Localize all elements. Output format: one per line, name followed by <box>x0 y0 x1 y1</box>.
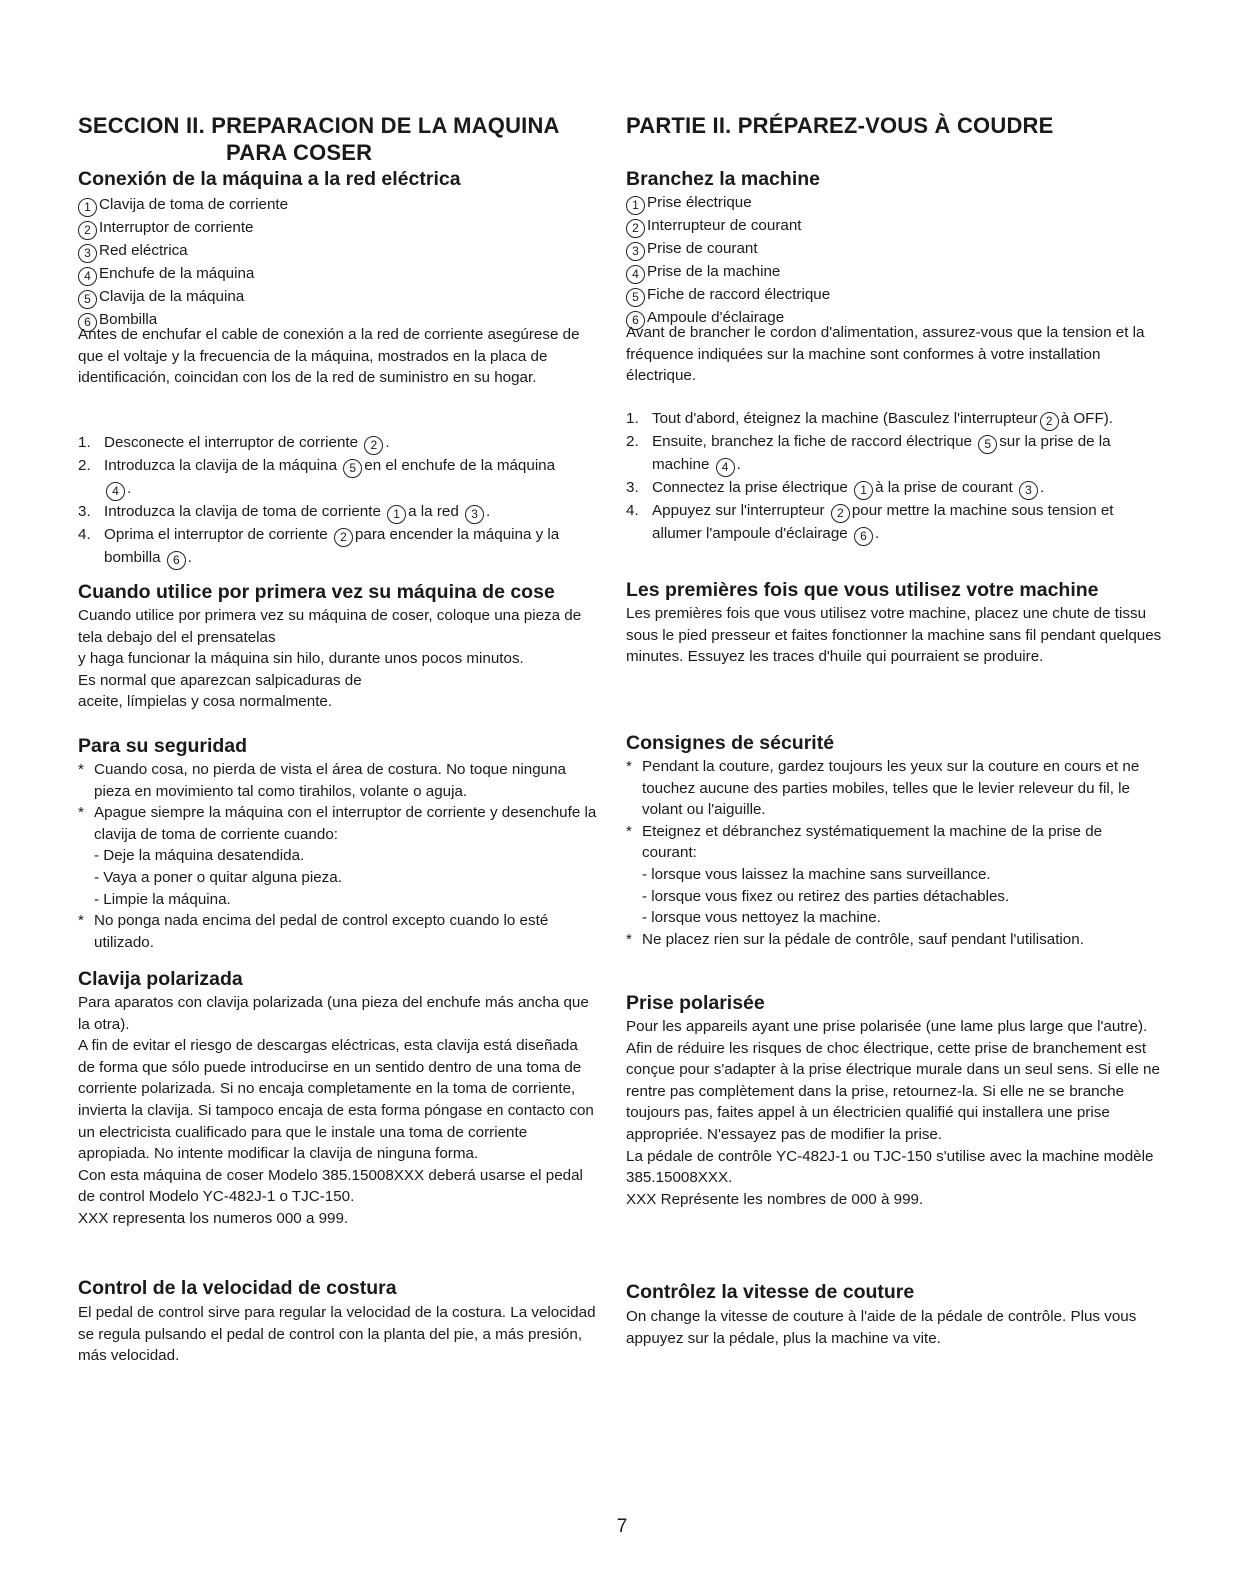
polarizada-text: Para aparatos con clavija polarizada (una pieza del enchufe más ancha que la otra). A fin de evitar el riesgo de descargas eléctricas, esta clavija está diseñada de forma que sólo puede introducirse en un sentido dentro de una toma de corriente polarizada. Si no encaja completamente en la toma de corriente, invierta la clavija. Si tampoco encaja de esta forma póngase en contacto con un electricista cualificado para que le instale una toma de corriente apropiada. No intente modificar la clavija de ninguna forma. Con esta máquina de coser Modelo 385.15008XXX deberá usarse el pedal de control Modelo YC-482J-1 o TJC-150. XXX representa los numeros 000 a 999. <box>78 994 594 1227</box>
list-item: 4. Oprima el interruptor de corriente 2 para encender la máquina y la bombilla 6 . <box>78 524 568 570</box>
circled-number-icon: 2 <box>334 528 353 547</box>
list-item: 1 Prise électrique <box>626 192 1186 215</box>
heading-branchez: Branchez la machine <box>626 168 820 190</box>
list-item: 3 Red eléctrica <box>78 240 598 263</box>
list-item: * Ne placez rien sur la pédale de contrôle, sauf pendant l'utilisation. <box>626 930 1084 948</box>
heading-securite: Consignes de sécurité <box>626 732 835 754</box>
list-item: * No ponga nada encima del pedal de control excepto cuando lo esté utilizado. <box>78 912 549 951</box>
circled-number-icon: 2 <box>1040 412 1059 431</box>
list-item: 6 Bombilla <box>78 309 598 332</box>
circled-number-icon: 2 <box>626 219 645 238</box>
list-item: 3. Connectez la prise électrique 1 à la prise de courant 3 . <box>626 477 1161 500</box>
list-item: * Apague siempre la máquina con el interruptor de corriente y desenchufe la clavija de toma de corriente cuando: - Deje la máquina desatendida. - Vaya a poner o quitar alguna pieza. - Limpie la máquina. <box>78 804 597 908</box>
parts-list-es <box>78 194 598 332</box>
circled-number-icon: 3 <box>1019 481 1038 500</box>
list-item: 4. Appuyez sur l'interrupteur 2 pour mettre la machine sous tension et allumer l'ampoule d'éclairage 6 . <box>626 500 1161 546</box>
circled-number-icon: 5 <box>978 435 997 454</box>
circled-number-icon: 6 <box>78 313 97 332</box>
velocidad-text: El pedal de control sirve para regular la velocidad de la costura. La velocidad se regula pulsando el pedal de control con la planta del pie, a más presión, más velocidad. <box>78 1304 596 1365</box>
heading-primera-vez: Cuando utilice por primera vez su máquina de cose <box>78 581 555 603</box>
list-item: 2. Ensuite, branchez la fiche de raccord électrique 5 sur la prise de la machine 4 . <box>626 431 1161 477</box>
circled-number-icon: 1 <box>854 481 873 500</box>
circled-number-icon: 3 <box>626 242 645 261</box>
parts-list-fr <box>626 192 1186 330</box>
heading-polarisee: Prise polarisée <box>626 992 765 1014</box>
list-item: 1 Clavija de toma de corriente <box>78 194 598 217</box>
circled-number-icon: 3 <box>465 505 484 524</box>
circled-number-icon: 1 <box>626 196 645 215</box>
section-title-fr: PARTIE II. PRÉPAREZ-VOUS À COUDRE <box>626 113 1054 138</box>
list-item: 6 Ampoule d'éclairage <box>626 307 1186 330</box>
list-item: 5 Fiche de raccord électrique <box>626 284 1186 307</box>
circled-number-icon: 4 <box>626 265 645 284</box>
list-item: 3 Prise de courant <box>626 238 1186 261</box>
circled-number-icon: 4 <box>78 267 97 286</box>
circled-number-icon: 5 <box>626 288 645 307</box>
list-item: 3. Introduzca la clavija de toma de corriente 1 a la red 3 . <box>78 501 568 524</box>
vitesse-text: On change la vitesse de couture à l'aide de la pédale de contrôle. Plus vous appuyez sur la pédale, plus la machine va vite. <box>626 1308 1137 1347</box>
section-title-es-line1: SECCION II. PREPARACION DE LA MAQUINA <box>78 113 560 138</box>
circled-number-icon: 5 <box>343 459 362 478</box>
list-item: 1. Tout d'abord, éteignez la machine (Basculez l'interrupteur 2 à OFF). <box>626 408 1161 431</box>
circled-number-icon: 4 <box>716 458 735 477</box>
circled-number-icon: 6 <box>626 311 645 330</box>
circled-number-icon: 2 <box>831 504 850 523</box>
list-item: * Pendant la couture, gardez toujours les yeux sur la couture en cours et ne touchez aucune des parties mobiles, telles que le levier releveur du fil, le volant ou l'aiguille. <box>626 758 1140 819</box>
intro-paragraph-fr: Avant de brancher le cordon d'alimentation, assurez-vous que la tension et la fréquence indiquées sur la machine sont conformes à votre installation électrique. <box>626 324 1145 385</box>
list-item: 2. Introduzca la clavija de la máquina 5 en el enchufe de la máquina 4 . <box>78 455 568 501</box>
list-item: * Eteignez et débranchez systématiquement la machine de la prise de courant: - lorsque vous laissez la machine sans surveillance. - lorsque vous fixez ou retirez des parties détachables. - lorsque vous nettoyez la machine. <box>626 822 1103 927</box>
circled-number-icon: 1 <box>78 198 97 217</box>
list-item: 2 Interrupteur de courant <box>626 215 1186 238</box>
seguridad-list <box>78 759 598 953</box>
securite-list <box>626 756 1151 950</box>
circled-number-icon: 2 <box>364 436 383 455</box>
list-item: * Cuando cosa, no pierda de vista el área de costura. No toque ninguna pieza en movimiento tal como tirahilos, volante o aguja. <box>78 761 566 800</box>
section-title-es-line2: PARA COSER <box>226 140 373 165</box>
list-item: 2 Interruptor de corriente <box>78 217 598 240</box>
circled-number-icon: 4 <box>106 482 125 501</box>
circled-number-icon: 3 <box>78 244 97 263</box>
heading-conexion: Conexión de la máquina a la red eléctrica <box>78 168 461 190</box>
heading-velocidad: Control de la velocidad de costura <box>78 1277 397 1299</box>
heading-seguridad: Para su seguridad <box>78 735 248 757</box>
steps-list-es <box>78 432 568 570</box>
heading-premieres-fois: Les premières fois que vous utilisez votre machine <box>626 579 1099 601</box>
list-item: 5 Clavija de la máquina <box>78 286 598 309</box>
list-item: 1. Desconecte el interruptor de corriente 2 . <box>78 432 568 455</box>
list-item: 4 Prise de la machine <box>626 261 1186 284</box>
primera-vez-text: Cuando utilice por primera vez su máquina de coser, coloque una pieza de tela debajo del el prensatelas y haga funcionar la máquina sin hilo, durante unos pocos minutos. Es normal que aparezcan salpicaduras de aceite, límpielas y cosa normalmente. <box>78 607 582 711</box>
circled-number-icon: 6 <box>854 527 873 546</box>
steps-list-fr <box>626 408 1161 546</box>
heading-vitesse: Contrôlez la vitesse de couture <box>626 1281 915 1303</box>
section-title-es <box>78 112 598 166</box>
circled-number-icon: 6 <box>167 551 186 570</box>
premieres-fois-text: Les premières fois que vous utilisez votre machine, placez une chute de tissu sous le pied presseur et faites fonctionner la machine sans fil pendant quelques minutes. Essuyez les traces d'huile qui pourraient se produire. <box>626 605 1162 666</box>
circled-number-icon: 2 <box>78 221 97 240</box>
page-number: 7 <box>616 1516 628 1537</box>
circled-number-icon: 5 <box>78 290 97 309</box>
circled-number-icon: 1 <box>387 505 406 524</box>
polarisee-text: Pour les appareils ayant une prise polarisée (une lame plus large que l'autre). Afin de réduire les risques de choc électrique, cette prise de branchement est conçue pour s'adapter à la prise électrique murale dans un seul sens. Si elle ne rentre pas complètement dans la prise, retournez-la. Si elle ne se branche toujours pas, faites appel à un électricien qualifié qui installera une prise appropriée. N'essayez pas de modifier la prise. La pédale de contrôle YC-482J-1 ou TJC-150 s'utilise avec la machine modèle 385.15008XXX. XXX Représente les nombres de 000 à 999. <box>626 1018 1160 1208</box>
heading-polarizada: Clavija polarizada <box>78 968 243 990</box>
list-item: 4 Enchufe de la máquina <box>78 263 598 286</box>
intro-paragraph-es: Antes de enchufar el cable de conexión a la red de corriente asegúrese de que el voltaje y la frecuencia de la máquina, mostrados en la placa de identificación, coincidan con los de la red de suministro en su hogar. <box>78 326 580 387</box>
